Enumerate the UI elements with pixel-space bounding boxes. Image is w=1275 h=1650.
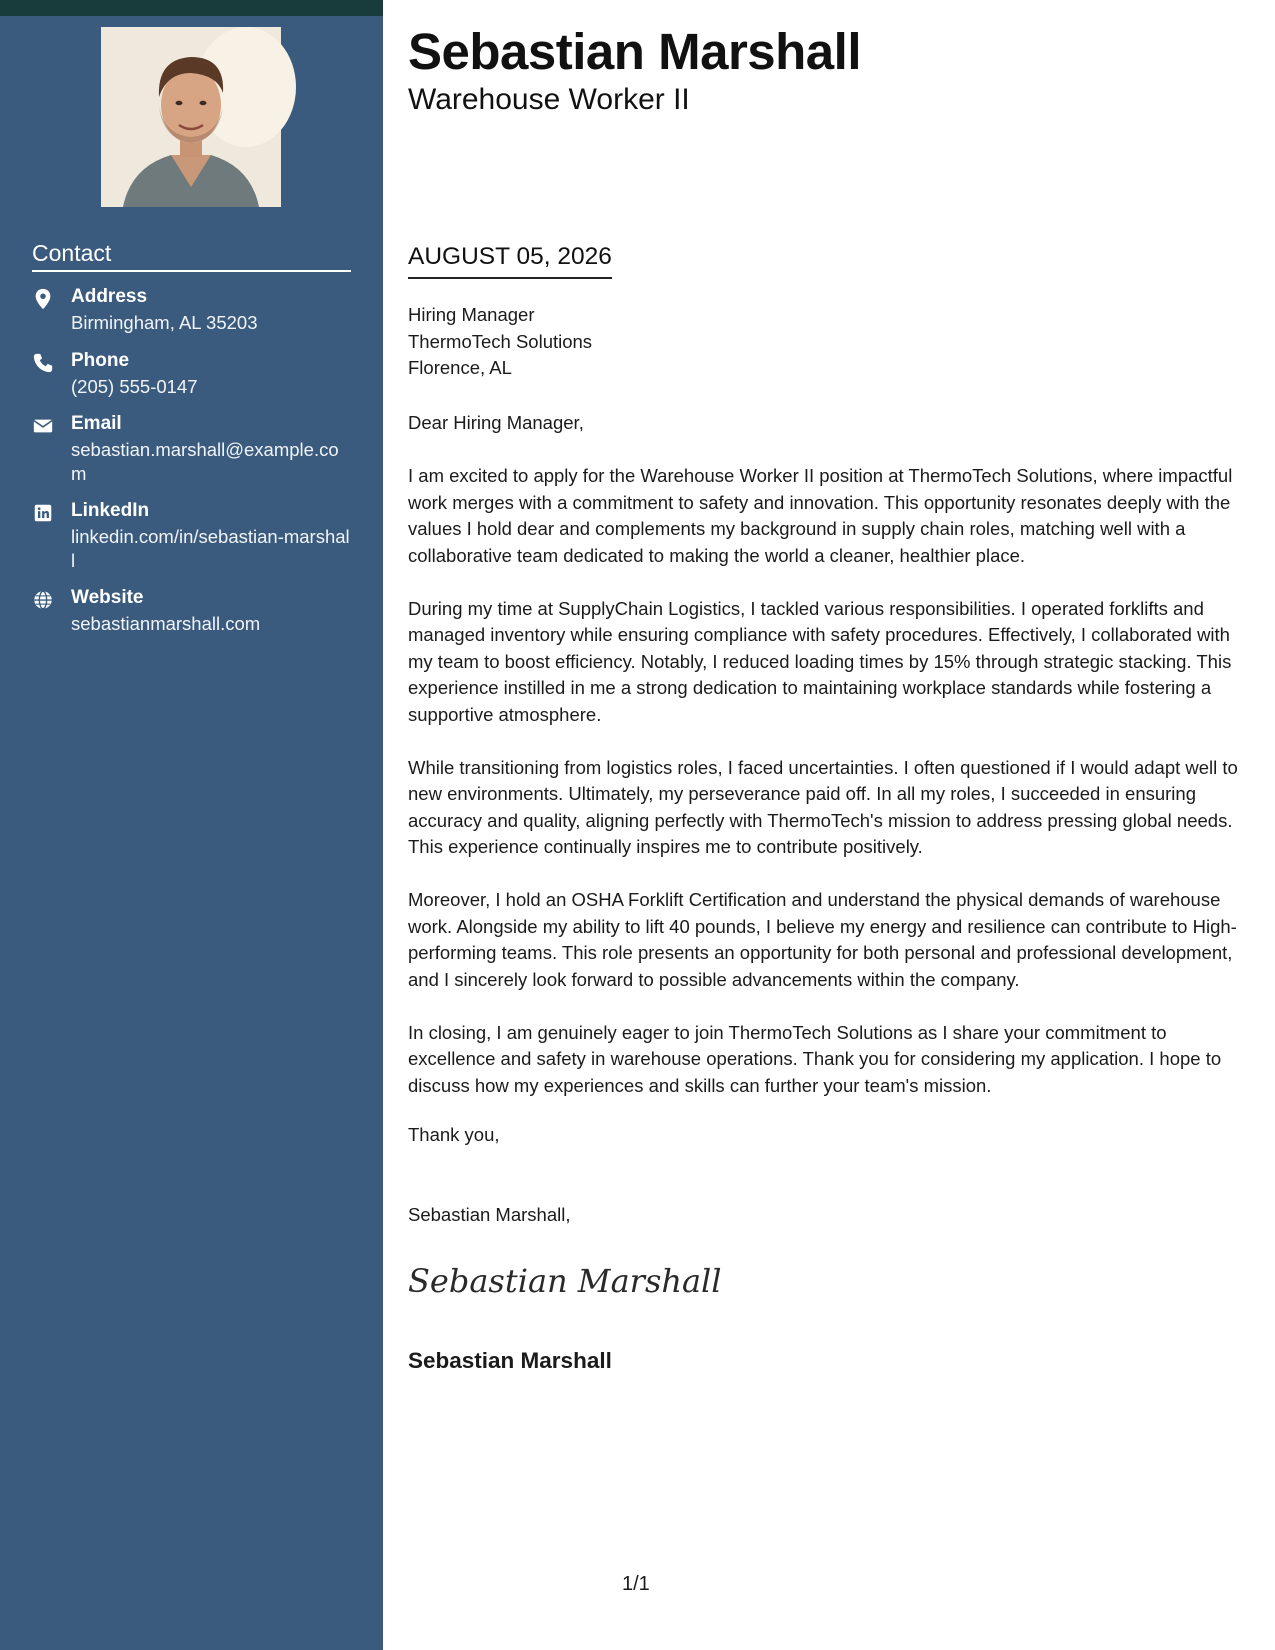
job-title: Warehouse Worker II: [408, 83, 690, 116]
contact-value-email[interactable]: sebastian.marshall@example.com: [71, 439, 339, 484]
map-pin-icon: [32, 288, 54, 310]
contact-label-website: Website: [71, 587, 144, 608]
sidebar: [0, 16, 383, 1650]
contact-value-website[interactable]: sebastianmarshall.com: [71, 613, 261, 634]
recipient-line: Florence, AL: [408, 357, 512, 378]
contact-label-address: Address: [71, 286, 148, 307]
page-number: 1/1: [622, 1573, 650, 1595]
contact-value-address: Birmingham, AL 35203: [71, 312, 258, 333]
contact-label-linkedin: LinkedIn: [71, 500, 150, 521]
linkedin-icon: [32, 502, 54, 524]
letter-body: [408, 463, 1254, 1126]
applicant-name: Sebastian Marshall: [408, 23, 862, 80]
recipient-line: ThermoTech Solutions: [408, 330, 593, 352]
phone-icon: [32, 352, 54, 374]
contact-heading: Contact: [32, 240, 351, 272]
body-paragraph: While transitioning from logistics roles, I faced uncertainties. I often questioned if I would adapt well to new environments. Ultimately, my perseverance paid off. In all my roles, I succeeded in ensuring accuracy and quality, aligning perfectly with ThermoTech's mission to address pressing global needs. This experience continually inspires me to contribute positively.: [408, 756, 1238, 857]
envelope-icon: [32, 415, 54, 437]
letter-date: AUGUST 05, 2026: [408, 243, 612, 279]
avatar-portrait: [101, 27, 281, 207]
sidebar-top-strip: [0, 0, 383, 16]
body-paragraph: Moreover, I hold an OSHA Forklift Certification and understand the physical demands of warehouse work. Alongside my ability to lift 40 pounds, I believe my energy and resilience can contribute to High-performing teams. This role presents an opportunity for both personal and professional development, and I sincerely look forward to possible advancements within the company.: [408, 889, 1237, 990]
body-paragraph: I am excited to apply for the Warehouse Worker II position at ThermoTech Solutions, where impactful work merges with a commitment to safety and innovation. This opportunity resonates deeply with the values I hold dear and complements my background in supply chain roles, matching well with a collaborative team dedicated to making the world a cleaner, healthier place.: [408, 465, 1233, 566]
salutation: Dear Hiring Manager,: [408, 412, 584, 433]
recipient-line: Hiring Manager: [408, 304, 535, 325]
contact-value-phone: (205) 555-0147: [71, 376, 198, 397]
signoff: Sebastian Marshall,: [408, 1204, 571, 1225]
body-paragraph: In closing, I am genuinely eager to join ThermoTech Solutions as I share your commitment to excellence and safety in warehouse operations. Thank you for considering my application. I hope to discuss how my experiences and skills can further your team's mission.: [408, 1021, 1222, 1096]
avatar: [101, 27, 281, 207]
globe-icon: [32, 589, 54, 611]
handwritten-signature: Sebastian Marshall: [408, 1262, 722, 1300]
recipient-block: [408, 302, 592, 382]
contact-label-email: Email: [71, 413, 122, 434]
contact-label-phone: Phone: [71, 350, 130, 371]
contact-value-linkedin[interactable]: linkedin.com/in/sebastian-marshall: [71, 526, 350, 571]
signed-name: Sebastian Marshall: [408, 1348, 612, 1373]
body-paragraph: During my time at SupplyChain Logistics, I tackled various responsibilities. I operated forklifts and managed inventory while ensuring compliance with safety procedures. Effectively, I collaborated with my team to boost efficiency. Notably, I reduced loading times by 15% through strategic stacking. This experience instilled in me a strong dedication to maintaining workplace standards while fostering a supportive atmosphere.: [408, 597, 1232, 725]
closing: Thank you,: [408, 1124, 500, 1145]
